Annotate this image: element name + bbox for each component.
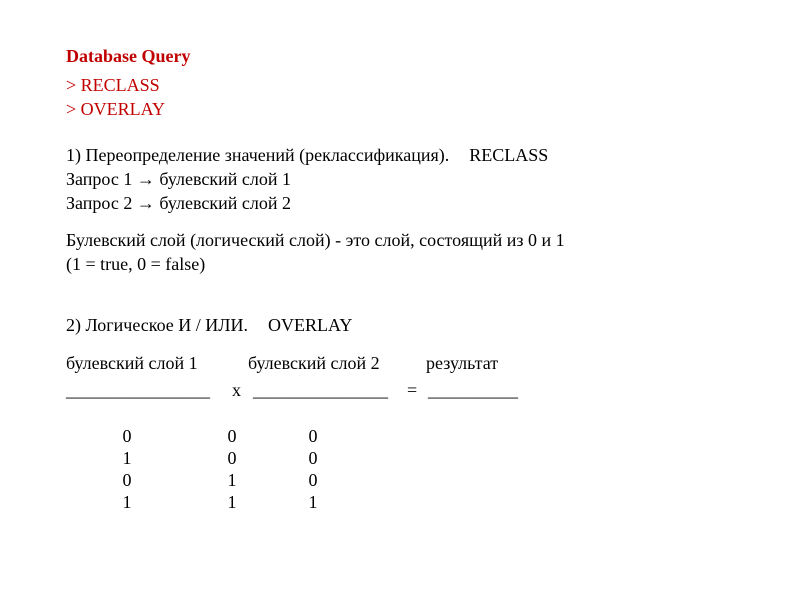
underline-result: __________ (428, 380, 518, 400)
column-header-result: результат (426, 353, 499, 373)
command-overlay: > OVERLAY (66, 99, 165, 119)
truth-table-cell: 0 (308, 448, 318, 468)
section2-heading-command: OVERLAY (268, 315, 353, 335)
boolean-layer-values: (1 = true, 0 = false) (66, 254, 206, 274)
command-reclass: > RECLASS (66, 75, 160, 95)
truth-table-cell: 1 (122, 448, 132, 468)
truth-table-cell: 1 (227, 470, 237, 490)
operator-x: x (232, 380, 241, 400)
truth-table-cell: 0 (227, 426, 237, 446)
operator-equals: = (407, 380, 418, 400)
truth-table-cell: 1 (122, 492, 132, 512)
section1-heading-text: 1) Переопределение значений (реклассификация). (66, 145, 450, 165)
underline-layer2: _______________ (253, 380, 388, 400)
boolean-layer-definition: Булевский слой (логический слой) - это слой, состоящий из 0 и 1 (66, 230, 565, 250)
section1-query1: Запрос 1 → булевский слой 1 (66, 169, 291, 189)
truth-table-cell: 0 (122, 470, 132, 490)
section1-query2: Запрос 2 → булевский слой 2 (66, 193, 291, 213)
section1-heading-command: RECLASS (469, 145, 549, 165)
truth-table-cell: 0 (308, 470, 318, 490)
truth-table-cell: 1 (227, 492, 237, 512)
truth-table-cell: 0 (122, 426, 132, 446)
page-title: Database Query (66, 46, 191, 66)
section1-heading (66, 143, 548, 167)
section2-heading-text: 2) Логическое И / ИЛИ. (66, 315, 248, 335)
truth-table-cell: 1 (308, 492, 318, 512)
section2-heading (66, 313, 352, 337)
column-header-layer1: булевский слой 1 (66, 353, 198, 373)
column-header-layer2: булевский слой 2 (248, 353, 380, 373)
truth-table-cell: 0 (227, 448, 237, 468)
underline-layer1: ________________ (66, 380, 210, 400)
truth-table-cell: 0 (308, 426, 318, 446)
